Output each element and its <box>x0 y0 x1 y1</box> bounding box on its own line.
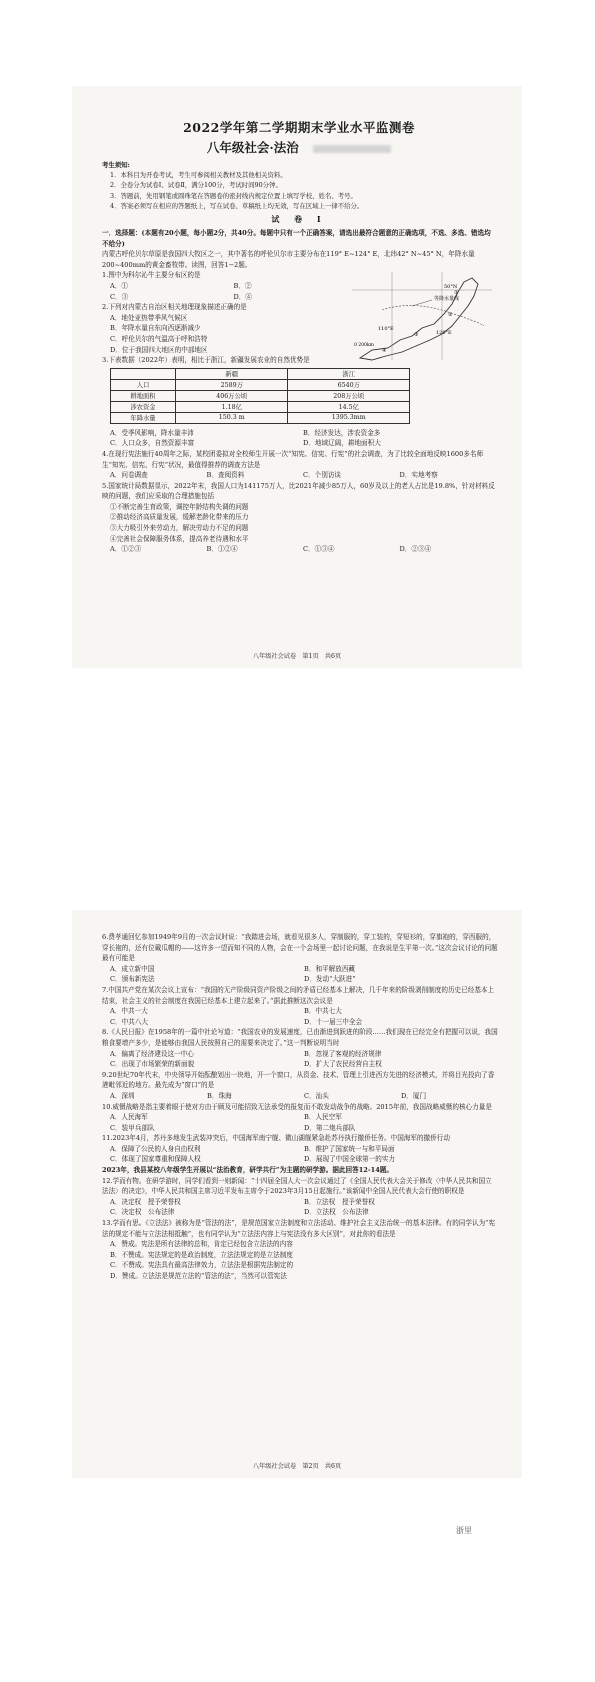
q9-option-d[interactable]: D．厦门 <box>401 1091 427 1100</box>
isohyet-line <box>382 306 484 327</box>
q1-option-a[interactable]: A．① <box>110 281 128 290</box>
q12-stem: 12.学而有物。在研学游时，同学们看到一则新闻：“十四届全国人大一次会议通过了《全国人民代表大会关于修改〈中华人民共和国立法法〉的决定》，中华人民共和国主席习近平发布主席令于2023年3月15日起施行。”该新闻中全国人民代表大会行使的职权是 <box>102 1176 492 1196</box>
q11-option-c[interactable]: C．体现了国家尊重和保障人权 <box>110 1155 201 1164</box>
notice-3: 3．答题前，先用钢笔或圆珠笔在答题卷的密封线内规定位置上填写学校、姓名、考号。 <box>110 191 357 200</box>
q6-options <box>102 964 498 985</box>
intro-q1-2: 内蒙古呼伦贝尔草原是我国四大牧区之一，其中著名的呼伦贝尔市主要分布在119° E~124° E，北纬42° N~45° N，年降水量200~400mm的黄金畜牧带。读图，回答1−2题。 <box>102 250 475 269</box>
q2-option-b[interactable]: B．年降水量自东向西逐渐减少 <box>110 324 201 333</box>
region-marker-2: ② <box>448 312 453 319</box>
q3-option-d[interactable]: D．地域辽阔，耕地面积大 <box>303 439 381 448</box>
subject-title: 八年级社会·法治 <box>206 140 299 155</box>
q11-option-a[interactable]: A．保障了公民的人身自由权利 <box>110 1144 201 1153</box>
q12-option-d[interactable]: D．立法权 公布法律 <box>304 1208 369 1217</box>
inner-mongolia-map <box>352 270 492 362</box>
q10-option-a[interactable]: A．人民海军 <box>110 1113 148 1122</box>
q13-option-b[interactable]: B．不赞成。宪法规定的是政治制度，立法法规定的是立法制度 <box>110 1250 293 1259</box>
q3-options <box>102 428 496 449</box>
exam-page-1 <box>72 86 522 668</box>
q9-option-a[interactable]: A．深圳 <box>110 1091 135 1100</box>
page-footer: 八年级社会试卷 第2页 共6页 <box>252 1463 342 1470</box>
longitude-label-1: 110°E <box>378 326 394 333</box>
q2-option-c[interactable]: C．呼伦贝尔的气温高于呼和浩特 <box>110 334 208 343</box>
table-cell: 2589万 <box>176 379 288 390</box>
q3-option-b[interactable]: B．经济发达，涉农资金多 <box>303 428 381 437</box>
table-cell: 耕地面积 <box>111 390 176 401</box>
notice-heading: 考生须知: <box>102 161 130 169</box>
q7-option-b[interactable]: B．中共七大 <box>304 1007 342 1016</box>
isohyet-label: 等降水量线 <box>434 296 460 303</box>
q4-stem: 4.在现行宪法施行40周年之际，某校团委拟对全校师生开展一次“知宪、信宪、行宪”的社会调查，为了比较全面地反映1600多名师生“知宪、信宪、行宪”状况，最值得推荐的调查方法是 <box>102 449 484 469</box>
q9-option-b[interactable]: B．珠海 <box>207 1091 232 1100</box>
part-heading: 一．选择题：(本题有20小题，每小题2分，共40分。每题中只有一个正确答案，请选出最符合题意的正确选项，不选、多选、错选均不给分) <box>102 229 491 248</box>
q6-option-b[interactable]: B．和平解放西藏 <box>304 964 356 973</box>
q4-option-a[interactable]: A．问卷调查 <box>110 471 148 480</box>
page-footer: 八年级社会试卷 第1页 共6页 <box>252 653 342 660</box>
q2-option-d[interactable]: D．位于我国四大地区的中部地区 <box>110 345 208 354</box>
q5-option-a[interactable]: A．①②③ <box>110 545 142 554</box>
q7-option-d[interactable]: D．十一届三中全会 <box>304 1017 363 1026</box>
q3-stem: 3.下表数据（2022年）表明，相比于浙江，新疆发展农业的自然优势是 <box>102 356 310 365</box>
q6-option-c[interactable]: C．颁布新宪法 <box>110 975 155 984</box>
longitude-label-2: 120°E <box>436 330 452 337</box>
q10-option-d[interactable]: D．第二炮兵部队 <box>304 1123 356 1132</box>
q6-option-d[interactable]: D．发动“大跃进” <box>304 975 356 984</box>
section-title: 试 卷 Ⅰ <box>271 214 327 225</box>
q10-option-b[interactable]: B．人民空军 <box>304 1113 342 1122</box>
q4-option-c[interactable]: C．个别访谈 <box>303 471 342 480</box>
q1-option-c[interactable]: C．③ <box>110 292 129 301</box>
q13-option-d[interactable]: D．赞成。立法法是规范立法的“管法的法”，当然可以管宪法 <box>110 1272 287 1280</box>
q13-option-a[interactable]: A．赞成。宪法是所有法律的总和，肯定已经包含立法法的内容 <box>110 1240 293 1249</box>
q2-option-a[interactable]: A．地处亚热带季风气候区 <box>110 313 188 322</box>
q11-options <box>102 1144 498 1165</box>
q12-option-c[interactable]: C．决定权 公布法律 <box>110 1208 175 1217</box>
q10-option-c[interactable]: C．装甲兵部队 <box>110 1123 155 1132</box>
q7-stem: 7.中国共产党在某次会议上宣布：“我国的无产阶级同资产阶级之间的矛盾已经基本上解决，几千年来的阶级剥削制度的历史已经基本上结束，社会主义的社会制度在我国已经基本上建立起来了。”据此推断这次会议是 <box>102 985 495 1005</box>
table-cell: 150.3 m <box>176 412 288 423</box>
region-marker-3: ③ <box>414 332 419 339</box>
q8-option-b[interactable]: B．忽视了客观的经济规律 <box>304 1049 382 1058</box>
notice-1: 1．本科目为开卷考试，考生可参阅相关教材及其他相关资料。 <box>110 171 287 180</box>
q5-item-1: ①不断完善生育政策，调控年龄结构失调的问题 <box>110 502 249 511</box>
q5-item-3: ③大力吸引外来劳动力，解决劳动力不足的问题 <box>110 524 249 533</box>
q5-item-2: ②推动经济高质量发展，缓解老龄化带来的压力 <box>110 513 249 522</box>
q3-option-c[interactable]: C．人口众多，自然资源丰富 <box>110 439 195 448</box>
q1-option-d[interactable]: D．④ <box>233 292 252 301</box>
q6-option-a[interactable]: A．成立新中国 <box>110 964 155 973</box>
q9-options <box>102 1091 498 1102</box>
notice-4: 4．答案必须写在相应的答题纸上，写在试卷、草稿纸上均无效，写在区域上一律不给分。 <box>110 201 364 210</box>
q7-option-c[interactable]: C．中共八大 <box>110 1017 149 1026</box>
corner-watermark: 浙里 <box>456 1526 472 1535</box>
region-marker-1: ① <box>454 290 459 297</box>
q3-data-table <box>110 368 410 424</box>
q4-option-d[interactable]: D．实地考察 <box>399 471 438 480</box>
q10-options <box>102 1112 498 1133</box>
table-cell: 涉农资金 <box>111 401 176 412</box>
region-marker-4: ④ <box>382 348 387 355</box>
q12-option-b[interactable]: B．立法权 授予荣誉权 <box>304 1197 375 1206</box>
table-header-row <box>111 368 410 379</box>
latitude-label: 50°N <box>444 284 458 291</box>
q1-q2-block <box>102 270 496 355</box>
q5-option-b[interactable]: B．①②④ <box>206 545 238 554</box>
table-cell: 1395.3mm <box>288 412 410 423</box>
q12-option-a[interactable]: A．决定权 授予荣誉权 <box>110 1197 181 1206</box>
notice-2: 2．全卷分为试卷Ⅰ、试卷Ⅱ，满分100分，考试时间90分钟。 <box>110 181 282 190</box>
q11-stem: 11.2023年4月，苏丹多地发生武装冲突后，中国海军南宁舰、微山湖舰紧急赴苏丹执行撤侨任务。中国海军的撤侨行动 <box>102 1134 450 1143</box>
table-cell: 6540万 <box>288 379 410 390</box>
table-row <box>111 390 410 401</box>
table-header: 浙江 <box>288 368 410 379</box>
q5-options <box>102 544 496 555</box>
table-cell: 人口 <box>111 379 176 390</box>
q10-stem: 10.威慑战略是指主要着眼于使对方由于顾及可能招致无法承受的报复而不敢发动战争的战略。2015年前，我国战略威慑的核心力量是 <box>102 1102 492 1111</box>
leader-line <box>412 300 432 306</box>
table-row <box>111 401 410 412</box>
q1-options <box>102 281 357 302</box>
q9-option-c[interactable]: C．汕头 <box>304 1091 329 1100</box>
q11-option-d[interactable]: D．展现了中国全球第一的实力 <box>304 1155 396 1164</box>
q3-option-a[interactable]: A．受季风影响，降水量丰沛 <box>110 428 194 437</box>
q12-options <box>102 1197 498 1218</box>
table-row <box>111 379 410 390</box>
table-cell: 406万公顷 <box>176 390 288 401</box>
q5-item-4: ④完善社会保障服务体系，提高养老待遇和水平 <box>110 534 249 543</box>
table-cell: 1.18亿 <box>176 401 288 412</box>
q1-stem: 1.图中为科尔沁牛主要分布区的是 <box>102 271 201 280</box>
q8-option-c[interactable]: C．出现了市场繁荣的新面貌 <box>110 1060 195 1069</box>
q8-stem: 8.《人民日报》在1958年的一篇中社论写道：“我国农业的发展速度，已由渐进到跃进的阶段……我们现在已经完全有把握可以说，我国粮食要增产多少，是能够由我国人民按照自己的需要来决定了。”这一判断说明当时 <box>102 1028 498 1047</box>
q5-option-c[interactable]: C．①③④ <box>303 545 335 554</box>
q5-option-d[interactable]: D．②③④ <box>399 545 432 554</box>
q8-option-d[interactable]: D．扩大了农民经营自主权 <box>304 1060 382 1069</box>
q7-options <box>102 1006 498 1027</box>
q2-stem: 2.下列对内蒙古自治区相关地理现象描述正确的是 <box>102 303 247 312</box>
table-header <box>111 368 176 379</box>
province-outline <box>360 278 478 360</box>
exam-subtitle <box>102 138 496 156</box>
exam-page-2 <box>72 910 522 1478</box>
q5-stem: 5.国家统计局数据显示，2022年末，我国人口为141175万人，比2021年减少85万人，60岁及以上的老人占比是19.8%，针对材料反映的问题，我们应采取的合理措施包括 <box>102 481 495 501</box>
table-cell: 208万公顷 <box>288 390 410 401</box>
q9-stem: 9.20世纪70年代末，中央领导开始酝酿划出一块地，开一个窗口，从资金、技术、管理上引进西方先进的经济模式，并将目光投向了香港毗邻近的地方。最先成为“窗口”的是 <box>102 1070 495 1090</box>
q8-option-a[interactable]: A．偏离了经济建设这一中心 <box>110 1049 194 1058</box>
q4-option-b[interactable]: B．查阅资料 <box>206 471 245 480</box>
table-header: 新疆 <box>176 368 288 379</box>
q8-options <box>102 1049 498 1070</box>
intro-q12-14: 2023年，我县某校八年级学生开展以“法治教育，研学共行”为主题的研学游。据此回答12-14题。 <box>102 1166 393 1175</box>
q13-option-c[interactable]: C．不赞成。宪法具有最高法律效力，立法法是根据宪法制定的 <box>110 1261 294 1270</box>
redacted-text <box>313 145 391 153</box>
table-cell: 14.5亿 <box>288 401 410 412</box>
q1-option-b[interactable]: B．② <box>233 281 252 290</box>
scale-label: 0 200km <box>354 343 374 349</box>
table-row <box>111 412 410 423</box>
q13-stem: 13.学而有思。《立法法》被称为是“管法的法”，是规范国家立法制度和立法活动、维护社会主义法治统一的基本法律。有的同学认为“宪法的规定不能与立法法相抵触”，也有同学认为“立法法内容上与宪法没有多大区别”，对此你的看法是 <box>102 1219 496 1238</box>
table-cell: 年降水量 <box>111 412 176 423</box>
q11-option-b[interactable]: B．维护了国家统一与和平局面 <box>304 1144 395 1153</box>
exam-title: 2022学年第二学期期末学业水平监测卷 <box>183 120 415 135</box>
q4-options <box>102 470 496 481</box>
q6-stem: 6.费孝通回忆参加1949年9月的一次会议时说：“我踏进会场，就看见很多人，穿制服的，穿工装的，穿短衫的，穿旗袍的，穿西服的，穿长袍的，还有位戴瓜帽的——这许多一望而知不同的人物，会在一个会场里一起讨论问题，在我说是生平第一次。”这次会议讨论的问题最有可能是 <box>102 933 498 963</box>
q7-option-a[interactable]: A．中共一大 <box>110 1007 148 1016</box>
